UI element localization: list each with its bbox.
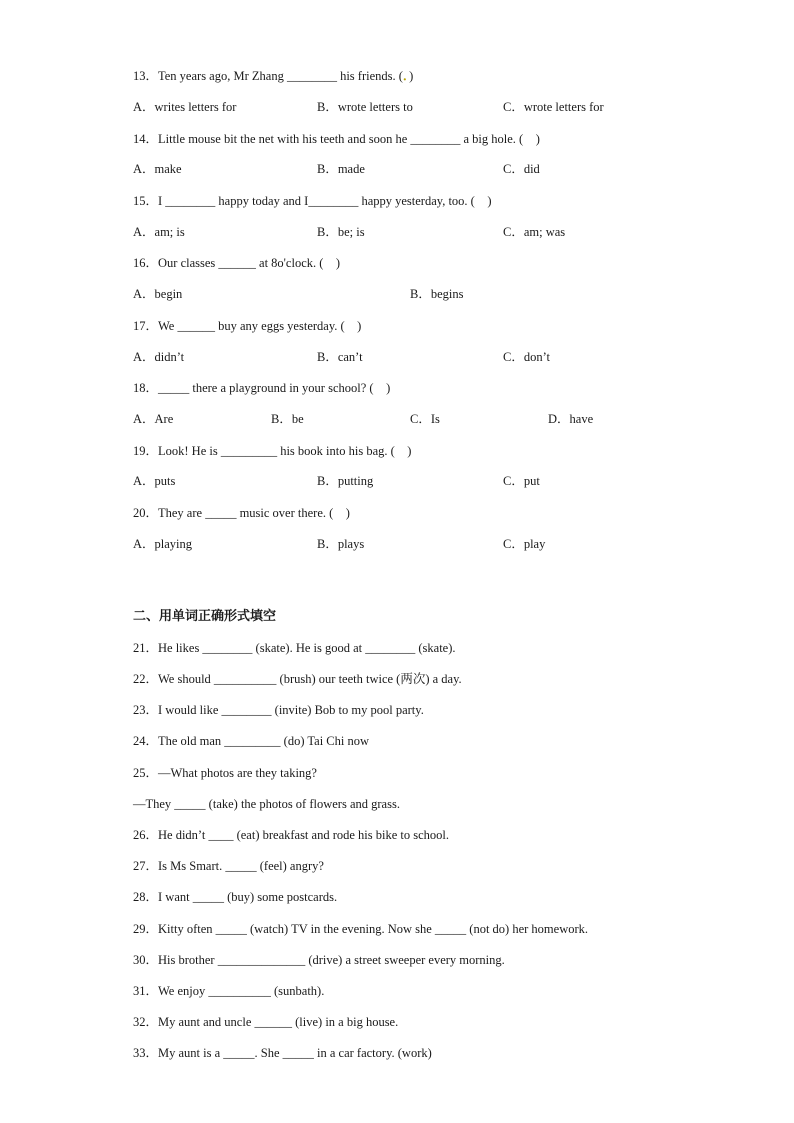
option-a: A．begin [133, 287, 183, 301]
option-b: B．wrote letters to [317, 100, 413, 114]
question-23: 23．I would like ________ (invite) Bob to my pool party. [133, 703, 424, 717]
question-33: 33．My aunt is a _____. She _____ in a car factory. (work) [133, 1046, 432, 1060]
option-d: D．have [548, 412, 594, 426]
question-13-stem: 13．Ten years ago, Mr Zhang ________ his friends. ( [133, 69, 403, 83]
question-16: 16．Our classes ______ at 8o'clock. ( ) [133, 256, 341, 270]
option-b: B．putting [317, 474, 374, 488]
option-c: C．did [503, 162, 540, 176]
option-a: A．Are [133, 412, 174, 426]
question-14: 14．Little mouse bit the net with his teeth and soon he ________ a big hole. ( ) [133, 132, 540, 146]
question-17: 17．We ______ buy any eggs yesterday. ( ) [133, 319, 362, 333]
question-19: 19．Look! He is _________ his book into his bag. ( ) [133, 444, 412, 458]
question-29: 29．Kitty often _____ (watch) TV in the evening. Now she _____ (not do) her homework. [133, 922, 589, 936]
option-b: B．plays [317, 537, 365, 551]
option-b: B．be [271, 412, 304, 426]
option-c: C．Is [410, 412, 440, 426]
question-13-paren-close: ) [409, 69, 414, 83]
question-26: 26．He didn’t ____ (eat) breakfast and rode his bike to school. [133, 828, 450, 842]
option-a: A．playing [133, 537, 193, 551]
option-c: C．wrote letters for [503, 100, 604, 114]
option-c: C．put [503, 474, 540, 488]
question-25: 25．—What photos are they taking? [133, 766, 317, 780]
option-b: B．can’t [317, 350, 363, 364]
option-b: B．begins [410, 287, 464, 301]
question-25-answer: —They _____ (take) the photos of flowers and grass. [133, 797, 400, 811]
option-a: A．writes letters for [133, 100, 237, 114]
question-30: 30．His brother ______________ (drive) a street sweeper every morning. [133, 953, 505, 967]
option-a: A．puts [133, 474, 176, 488]
option-a: A．am; is [133, 225, 185, 239]
option-b: B．be; is [317, 225, 365, 239]
option-c: C．play [503, 537, 546, 551]
question-13 [133, 68, 413, 84]
question-32: 32．My aunt and uncle ______ (live) in a big house. [133, 1015, 399, 1029]
option-a: A．make [133, 162, 182, 176]
question-22: 22．We should __________ (brush) our teeth twice (两次) a day. [133, 672, 462, 686]
option-c: C．don’t [503, 350, 550, 364]
question-18: 18．_____ there a playground in your school? ( ) [133, 381, 391, 395]
option-a: A．didn’t [133, 350, 185, 364]
option-c: C．am; was [503, 225, 566, 239]
section-title: 二、用单词正确形式填空 [133, 609, 277, 624]
question-27: 27．Is Ms Smart. _____ (feel) angry? [133, 859, 324, 873]
question-20: 20．They are _____ music over there. ( ) [133, 506, 350, 520]
question-24: 24．The old man _________ (do) Tai Chi now [133, 734, 370, 748]
answer-mark: ． [402, 69, 410, 83]
question-15: 15．I ________ happy today and I________ happy yesterday, too. ( ) [133, 194, 492, 208]
question-31: 31．We enjoy __________ (sunbath). [133, 984, 325, 998]
question-28: 28．I want _____ (buy) some postcards. [133, 890, 338, 904]
option-b: B．made [317, 162, 365, 176]
question-21: 21．He likes ________ (skate). He is good at ________ (skate). [133, 641, 456, 655]
